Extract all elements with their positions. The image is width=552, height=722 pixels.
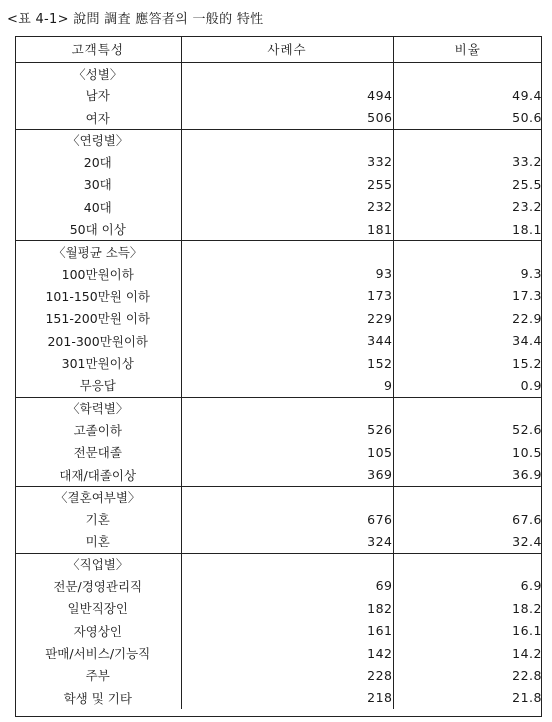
- ratio-value: 21.8: [393, 687, 542, 709]
- group-title: 〈연령별〉: [15, 129, 181, 151]
- category-label: 50대 이상: [69, 222, 126, 238]
- category-label: 100만원이하: [61, 266, 134, 282]
- category-label: 무응답: [79, 378, 116, 394]
- count-value: 332: [181, 151, 393, 173]
- table-row: [15, 664, 542, 686]
- empty-cell: [393, 553, 542, 575]
- empty-cell: [181, 129, 393, 151]
- group-title-row: [15, 553, 542, 575]
- count-value: 324: [181, 530, 393, 553]
- table-row: [15, 575, 542, 597]
- group-title: 〈학력별〉: [15, 397, 181, 419]
- respondent-characteristics-table: [15, 36, 542, 709]
- ratio-value: 34.4: [393, 330, 542, 352]
- table-row: [15, 307, 542, 329]
- header-characteristic: 고객특성: [15, 36, 181, 63]
- count-value: 369: [181, 463, 393, 486]
- count-value: 142: [181, 642, 393, 664]
- count-value: 494: [181, 84, 393, 106]
- empty-cell: [181, 63, 393, 85]
- ratio-value: 9.3: [393, 262, 542, 284]
- ratio-value: 17.3: [393, 285, 542, 307]
- header-ratio: 비율: [393, 36, 542, 63]
- table-row: [15, 173, 542, 195]
- count-value: 232: [181, 196, 393, 218]
- category-label: 101-150만원 이하: [45, 288, 150, 304]
- ratio-value: 33.2: [393, 151, 542, 173]
- group-title-row: [15, 63, 542, 85]
- category-label: 20대: [83, 154, 112, 170]
- ratio-value: 36.9: [393, 463, 542, 486]
- table-row: [15, 151, 542, 173]
- table-row: [15, 106, 542, 129]
- category-label: 40대: [83, 199, 112, 215]
- table-row: [15, 352, 542, 374]
- category-label: 기혼: [85, 512, 110, 528]
- ratio-value: 22.9: [393, 307, 542, 329]
- group-title: 〈월평균 소득〉: [15, 241, 181, 263]
- empty-cell: [393, 129, 542, 151]
- count-value: 181: [181, 218, 393, 241]
- table-row: [15, 508, 542, 530]
- table-row: [15, 419, 542, 441]
- table-row: [15, 597, 542, 619]
- count-value: 152: [181, 352, 393, 374]
- count-value: 255: [181, 173, 393, 195]
- count-value: 344: [181, 330, 393, 352]
- ratio-value: 6.9: [393, 575, 542, 597]
- count-value: 173: [181, 285, 393, 307]
- category-label: 대재/대졸이상: [59, 467, 137, 483]
- empty-cell: [181, 486, 393, 508]
- ratio-value: 50.6: [393, 106, 542, 129]
- group-title: 〈성별〉: [73, 66, 123, 82]
- category-label: 고졸이하: [73, 422, 122, 438]
- header-count: 사례수: [181, 36, 393, 63]
- count-value: 229: [181, 307, 393, 329]
- category-label: 여자: [85, 110, 110, 126]
- count-value: 676: [181, 508, 393, 530]
- category-label: 미혼: [85, 534, 110, 550]
- table-caption: <표 4-1> 說問 調査 應答者의 一般的 特性: [7, 12, 264, 27]
- group-title-row: [15, 486, 542, 508]
- empty-cell: [181, 553, 393, 575]
- category-label: 일반직장인: [67, 601, 128, 617]
- table-row: [15, 262, 542, 284]
- category-label: 201-300만원이하: [47, 333, 149, 349]
- count-value: 161: [181, 619, 393, 641]
- ratio-value: 15.2: [393, 352, 542, 374]
- count-value: 69: [181, 575, 393, 597]
- ratio-value: 22.8: [393, 664, 542, 686]
- ratio-value: 14.2: [393, 642, 542, 664]
- empty-cell: [393, 486, 542, 508]
- ratio-value: 49.4: [393, 84, 542, 106]
- count-value: 506: [181, 106, 393, 129]
- count-value: 93: [181, 262, 393, 284]
- table-row: [15, 218, 542, 241]
- group-title-row: [15, 129, 542, 151]
- ratio-value: 10.5: [393, 441, 542, 463]
- table-row: [15, 687, 542, 709]
- group-title: 〈직업별〉: [15, 553, 181, 575]
- ratio-value: 32.4: [393, 530, 542, 553]
- table-row: [15, 196, 542, 218]
- group-title-row: [15, 397, 542, 419]
- category-label: 전문대졸: [73, 445, 122, 461]
- table-row: [15, 84, 542, 106]
- count-value: 105: [181, 441, 393, 463]
- category-label: 151-200만원 이하: [45, 311, 150, 327]
- ratio-value: 16.1: [393, 619, 542, 641]
- table-row: [15, 642, 542, 664]
- ratio-value: 18.2: [393, 597, 542, 619]
- ratio-value: 67.6: [393, 508, 542, 530]
- count-value: 526: [181, 419, 393, 441]
- count-value: 9: [181, 374, 393, 397]
- group-title-row: [15, 241, 542, 263]
- ratio-value: 25.5: [393, 173, 542, 195]
- group-title: 〈결혼여부별〉: [15, 486, 181, 508]
- empty-cell: [181, 241, 393, 263]
- ratio-value: 52.6: [393, 419, 542, 441]
- ratio-value: 0.9: [393, 374, 542, 397]
- empty-cell: [393, 397, 542, 419]
- table-row: [15, 619, 542, 641]
- table-row: [15, 463, 542, 486]
- count-value: 182: [181, 597, 393, 619]
- category-label: 전문/경영관리직: [53, 578, 143, 594]
- empty-cell: [393, 63, 542, 85]
- category-label: 남자: [85, 88, 110, 104]
- category-label: 30대: [83, 177, 112, 193]
- category-label: 판매/서비스/기능직: [45, 646, 151, 661]
- category-label: 학생 및 기타: [63, 690, 132, 706]
- empty-cell: [393, 241, 542, 263]
- count-value: 218: [181, 687, 393, 709]
- ratio-value: 23.2: [393, 196, 542, 218]
- category-label: 주부: [85, 668, 110, 684]
- category-label: 자영상인: [73, 623, 122, 639]
- table-row: [15, 374, 542, 397]
- table-row: [15, 530, 542, 553]
- empty-cell: [181, 397, 393, 419]
- count-value: 228: [181, 664, 393, 686]
- category-label: 301만원이상: [61, 356, 134, 372]
- table-row: [15, 330, 542, 352]
- ratio-value: 18.1: [393, 218, 542, 241]
- table-row: [15, 285, 542, 307]
- table-row: [15, 441, 542, 463]
- table-header-row: [15, 36, 542, 63]
